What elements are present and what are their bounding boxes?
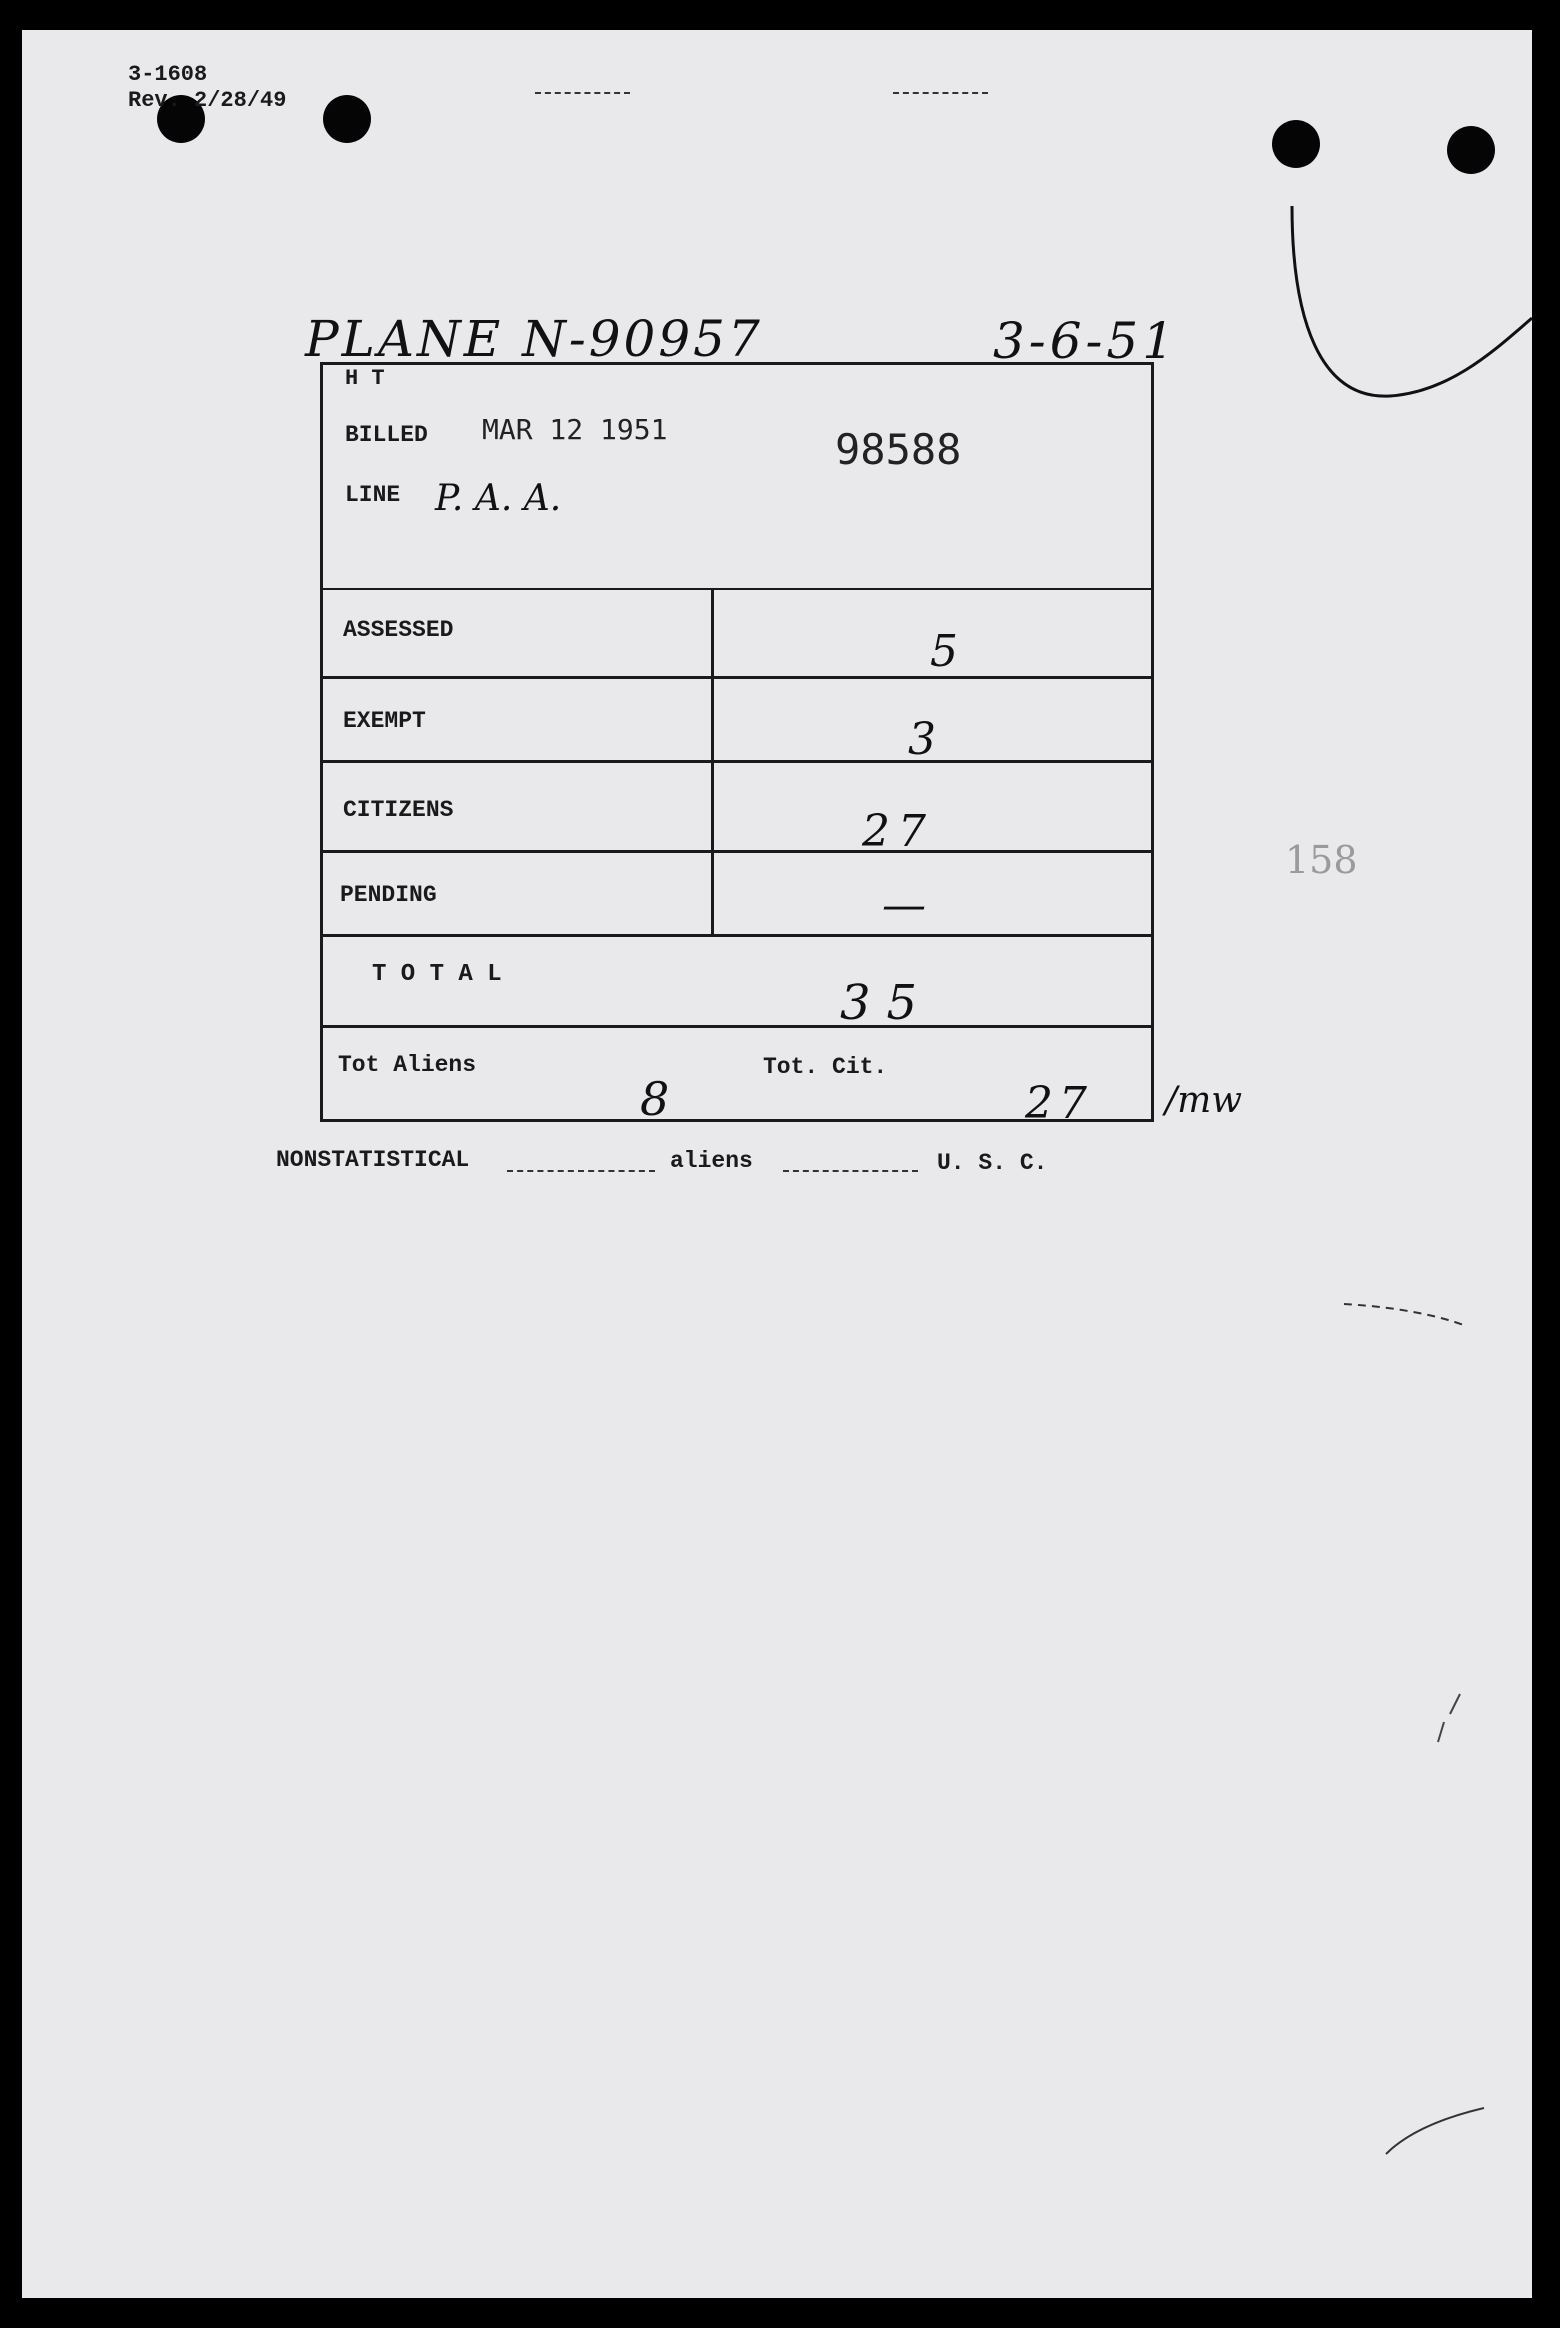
grid-line (322, 850, 1152, 853)
punch-hole (1272, 120, 1320, 168)
citizens-value: 27 (862, 806, 934, 857)
blank-line (507, 1170, 655, 1172)
scan-mark (893, 92, 988, 94)
aliens-label: aliens (670, 1148, 753, 1174)
billed-label: BILLED (345, 422, 428, 448)
grid-divider (711, 590, 714, 934)
assessed-value: 5 (930, 626, 958, 677)
citizens-label: CITIZENS (343, 797, 454, 823)
handwritten-curve (1280, 200, 1540, 410)
tot-cit-label: Tot. Cit. (763, 1054, 888, 1080)
blank-line (783, 1170, 918, 1172)
date-handwritten: 3-6-51 (993, 312, 1179, 370)
tot-cit-value: 27 (1025, 1078, 1093, 1129)
card-box (320, 362, 1154, 1122)
line-label: LINE (345, 482, 401, 508)
total-value: 35 (840, 975, 934, 1031)
stray-mark (1340, 1300, 1470, 1330)
grid-line (322, 934, 1152, 937)
stray-mark (1430, 1690, 1470, 1750)
serial-number: 98588 (835, 425, 962, 474)
assessed-label: ASSESSED (343, 617, 454, 643)
total-label: T O T A L (372, 961, 502, 988)
punch-hole (1447, 126, 1495, 174)
ht-label: H T (345, 366, 385, 391)
initials: /mw (1165, 1080, 1243, 1121)
exempt-value: 3 (908, 714, 936, 765)
line-value: P. A. A. (435, 478, 562, 519)
form-revision: Rev. 2/28/49 (128, 88, 287, 113)
page-number: 158 (1285, 838, 1358, 882)
scan-mark (535, 92, 630, 94)
tot-aliens-label: Tot Aliens (338, 1052, 477, 1078)
pending-label: PENDING (340, 882, 437, 908)
grid-line (322, 588, 1152, 590)
pending-value: — (882, 880, 926, 931)
usc-label: U. S. C. (937, 1150, 1048, 1176)
grid-line (322, 676, 1152, 679)
plane-number: PLANE N-90957 (305, 310, 763, 368)
stray-mark (1380, 2100, 1490, 2160)
billed-date-stamp: MAR 12 1951 (482, 413, 668, 446)
punch-hole (323, 95, 371, 143)
exempt-label: EXEMPT (343, 708, 426, 734)
grid-line (322, 1025, 1152, 1028)
grid-line (322, 760, 1152, 763)
tot-aliens-value: 8 (640, 1072, 670, 1126)
form-number: 3-1608 (128, 62, 208, 87)
nonstatistical-label: NONSTATISTICAL (276, 1147, 470, 1173)
